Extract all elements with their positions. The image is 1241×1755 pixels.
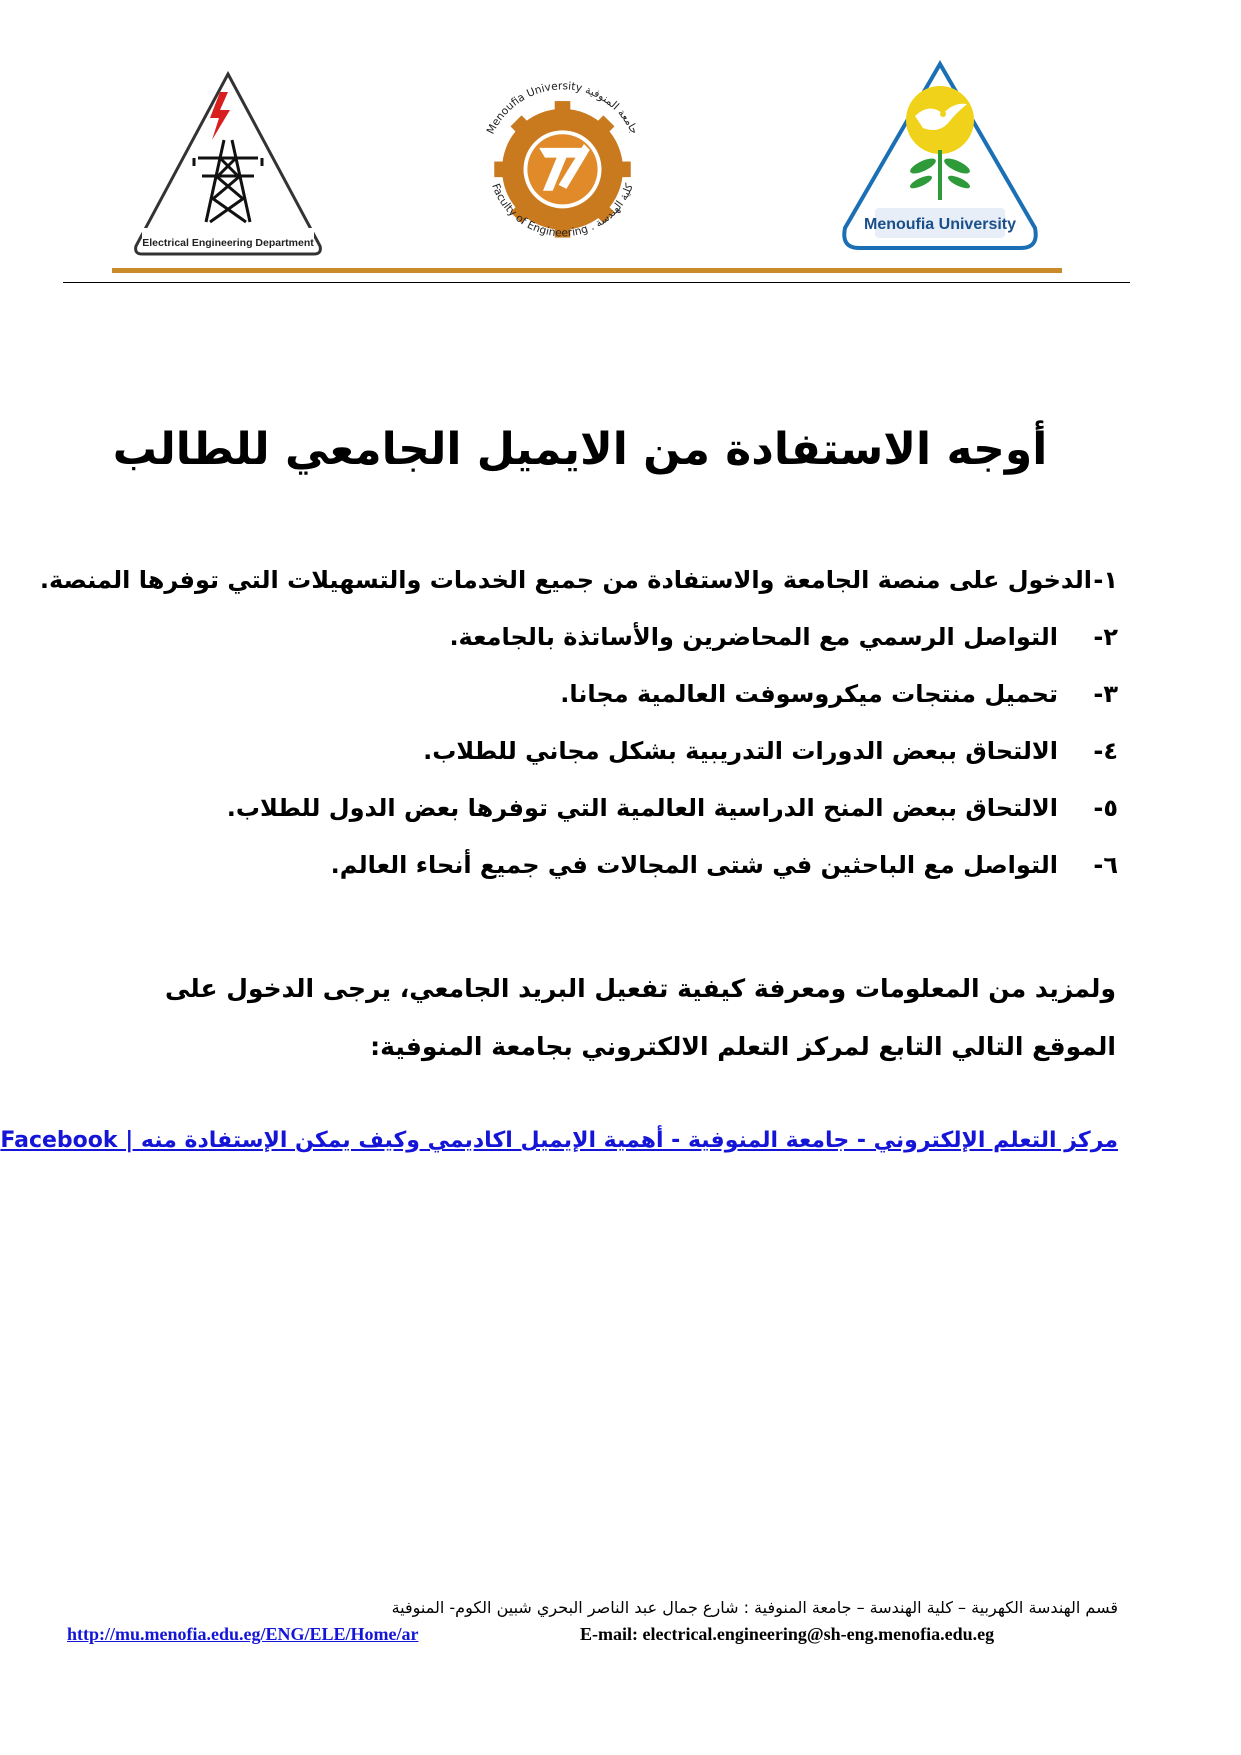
faculty-of-engineering-logo — [465, 60, 660, 265]
list-item-text: التواصل مع الباحثين في شتى المجالات في جميع أنحاء العالم. — [330, 851, 1058, 879]
list-item-text: التواصل الرسمي مع المحاضرين والأساتذة بالجامعة. — [449, 623, 1058, 651]
benefits-list — [39, 565, 1118, 907]
list-item-text: تحميل منتجات ميكروسوفت العالمية مجانا. — [560, 680, 1058, 708]
footer-email: E-mail: electrical.engineering@sh-eng.menofia.edu.eg — [580, 1624, 995, 1644]
list-item — [78, 850, 1118, 880]
header-accent-band — [112, 268, 1062, 273]
list-item-number: ٤- — [1093, 737, 1118, 765]
gear-top-text: Menoufia University جامعة المنوفية — [483, 79, 642, 137]
header-divider — [63, 282, 1130, 283]
list-item — [78, 622, 1118, 652]
list-item — [78, 736, 1118, 766]
list-item-number: ٥- — [1093, 794, 1118, 822]
department-website-link[interactable]: http://mu.menofia.edu.eg/ENG/ELE/Home/ar — [67, 1624, 419, 1644]
list-item-text: الالتحاق ببعض الدورات التدريبية بشكل مجاني للطلاب. — [423, 737, 1058, 765]
e-learning-facebook-link[interactable]: مركز التعلم الإلكتروني - جامعة المنوفية - أهمية الإيميل اكاديمي وكيف يمكن الإستفادة منه | Facebook — [0, 1128, 1118, 1153]
list-item — [78, 679, 1118, 709]
list-item — [39, 565, 1118, 595]
list-item-number: ٦- — [1093, 851, 1118, 879]
menoufia-university-logo — [835, 58, 1045, 258]
gear-bottom-text: Faculty of Engineering . كلية الهندسة — [489, 181, 636, 240]
list-item-number: ٢- — [1093, 623, 1118, 651]
electrical-engineering-logo — [128, 68, 328, 268]
power-tower-icon — [194, 140, 262, 222]
list-item-number: ١- — [1093, 566, 1118, 594]
list-item — [78, 793, 1118, 823]
more-info-paragraph: ولمزيد من المعلومات ومعرفة كيفية تفعيل البريد الجامعي، يرجى الدخول على الموقع التالي التابع لمركز التعلم الالكتروني بجامعة المنوفية: — [165, 974, 1116, 1061]
list-item-text: الدخول على منصة الجامعة والاستفادة من جميع الخدمات والتسهيلات التي توفرها المنصة. — [39, 566, 1092, 594]
list-item-number: ٣- — [1093, 680, 1118, 708]
university-name-caption: Menoufia University — [863, 216, 1017, 233]
footer-address: قسم الهندسة الكهربية – كلية الهندسة – جامعة المنوفية : شارع جمال عبد الناصر البحري شبين الكوم- المنوفية — [391, 1598, 1118, 1617]
list-item-text: الالتحاق ببعض المنح الدراسية العالمية التي توفرها بعض الدول للطلاب. — [226, 794, 1058, 822]
page-title: أوجه الاستفادة من الايميل الجامعي للطالب — [112, 424, 1048, 475]
electrical-department-caption: Electrical Engineering Department — [142, 237, 314, 249]
